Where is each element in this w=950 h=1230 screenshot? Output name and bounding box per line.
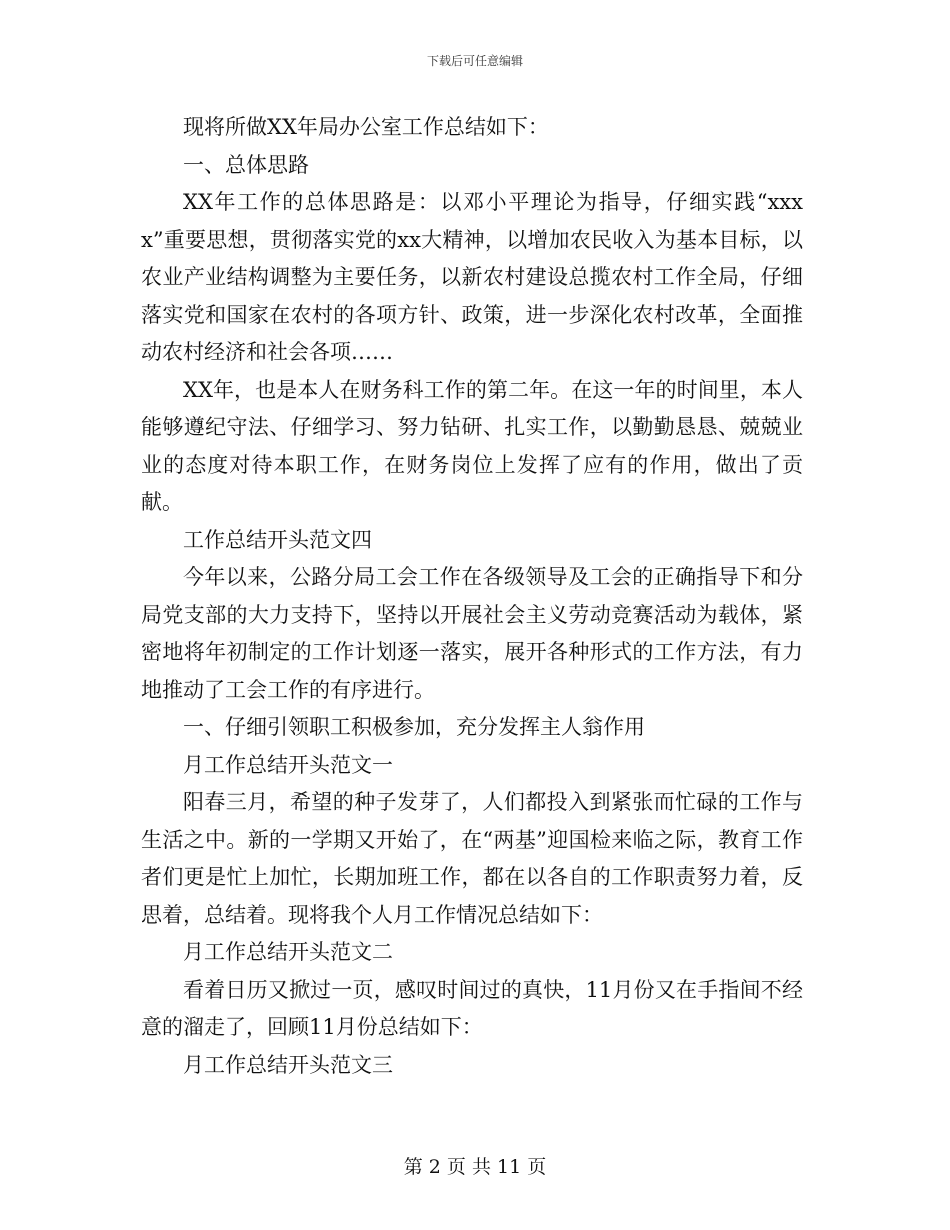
page-number: 第 2 页 共 11 页 — [403, 1156, 547, 1178]
section-heading: 工作总结开头范文四 — [183, 527, 372, 552]
section-heading: 月工作总结开头范文二 — [183, 940, 393, 964]
section-heading: 一、仔细引领职工积极参加，充分发挥主人翁作用 — [183, 715, 645, 739]
paragraph: 现将所做XX年局办公室工作总结如下： — [183, 115, 549, 139]
paragraph: XX年，也是本人在财务科工作的第二年。在这一年的时间里，本人能够遵纪守法、仔细学习、努力钻研、扎实工作，以勤勤恳恳、兢兢业业的态度对待本职工作，在财务岗位上发挥了应有的作用，做出了贡献。 — [141, 377, 803, 514]
document-body — [141, 109, 803, 1084]
paragraph: 今年以来，公路分局工会工作在各级领导及工会的正确指导下和分局党支部的大力支持下，坚持以开展社会主义劳动竞赛活动为载体，紧密地将年初制定的工作计划逐一落实，展开各种形式的工作方法，有力地推动了工会工作的有序进行。 — [141, 565, 803, 702]
section-heading: 月工作总结开头范文一 — [183, 752, 393, 777]
section-heading: 一、总体思路 — [183, 152, 309, 177]
section-heading: 月工作总结开头范文三 — [183, 1052, 393, 1077]
paragraph: 阳春三月，希望的种子发芽了，人们都投入到紧张而忙碌的工作与生活之中。新的一学期又开始了，在“两基”迎国检来临之际，教育工作者们更是忙上加忙，长期加班工作，都在以各自的工作职责努力着，反思着，总结着。现将我个人月工作情况总结如下： — [141, 790, 803, 927]
paragraph: XX年工作的总体思路是：以邓小平理论为指导，仔细实践“xxxx”重要思想，贯彻落实党的xx大精神，以增加农民收入为基本目标，以农业产业结构调整为主要任务，以新农村建设总揽农村工作全局，仔细落实党和国家在农村的各项方针、政策，进一步深化农村改革，全面推动农村经济和社会各项…… — [141, 190, 803, 364]
page-header: 下载后可任意编辑 — [426, 54, 523, 68]
paragraph: 看着日历又掀过一页，感叹时间过的真快，11月份又在手指间不经意的溜走了，回顾11月份总结如下： — [141, 977, 803, 1039]
